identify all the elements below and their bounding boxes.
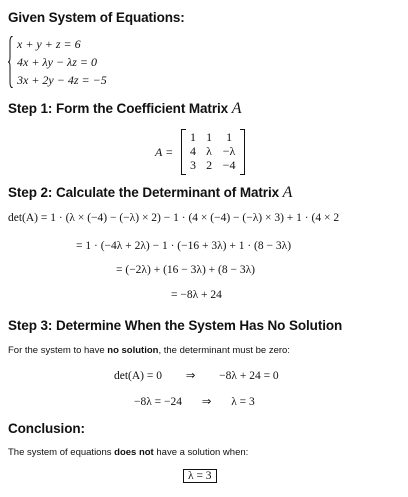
step3-text: For the system to have no solution, the determinant must be zero: <box>8 345 290 356</box>
equation-solve: −8λ = −24 ⇒ λ = 3 <box>134 396 255 408</box>
matrix-lhs: A = <box>155 145 174 159</box>
heading-step1: Step 1: Form the Coefficient Matrix A <box>8 100 242 117</box>
heading-step2: Step 2: Calculate the Determinant of Matrix A <box>8 184 293 201</box>
determinant-line-3: = (−2λ) + (16 − 3λ) + (8 − 3λ) <box>116 264 255 276</box>
implies-arrow: ⇒ <box>201 396 212 408</box>
determinant-line-1: det(A) = 1 · (λ × (−4) − (−λ) × 2) − 1 · (4 × (−4) − (−λ) × 3) + 1 · (4 × 2 <box>8 212 340 224</box>
matrix-cell: −λ <box>222 144 236 158</box>
matrix-cell: 1 <box>226 130 233 144</box>
equation-2: 4x + λy − λz = 0 <box>17 55 98 69</box>
coefficient-matrix <box>181 129 245 173</box>
matrix-cell: 2 <box>206 158 213 172</box>
determinant-line-4: = −8λ + 24 <box>171 289 222 301</box>
matrix-cell: 4 <box>190 144 197 158</box>
left-brace <box>8 36 13 88</box>
conclusion-text: The system of equations does not have a solution when: <box>8 447 249 458</box>
matrix-cell: 3 <box>190 158 197 172</box>
matrix-cell: 1 <box>190 130 197 144</box>
equation-1: x + y + z = 6 <box>17 37 81 51</box>
heading-step3: Step 3: Determine When the System Has No Solution <box>8 318 343 333</box>
implies-arrow: ⇒ <box>185 370 196 382</box>
equation-det-zero: det(A) = 0 ⇒ −8λ + 24 = 0 <box>114 370 279 382</box>
matrix-cell: 1 <box>206 130 213 144</box>
heading-conclusion: Conclusion: <box>8 421 85 436</box>
matrix-cell: −4 <box>222 158 236 172</box>
heading-given: Given System of Equations: <box>8 10 185 25</box>
determinant-line-2: = 1 · (−4λ + 2λ) − 1 · (−16 + 3λ) + 1 · (8 − 3λ) <box>76 240 292 252</box>
equation-3: 3x + 2y − 4z = −5 <box>17 73 107 87</box>
final-answer-box: λ = 3 <box>183 470 217 482</box>
matrix-cell: λ <box>206 144 212 158</box>
